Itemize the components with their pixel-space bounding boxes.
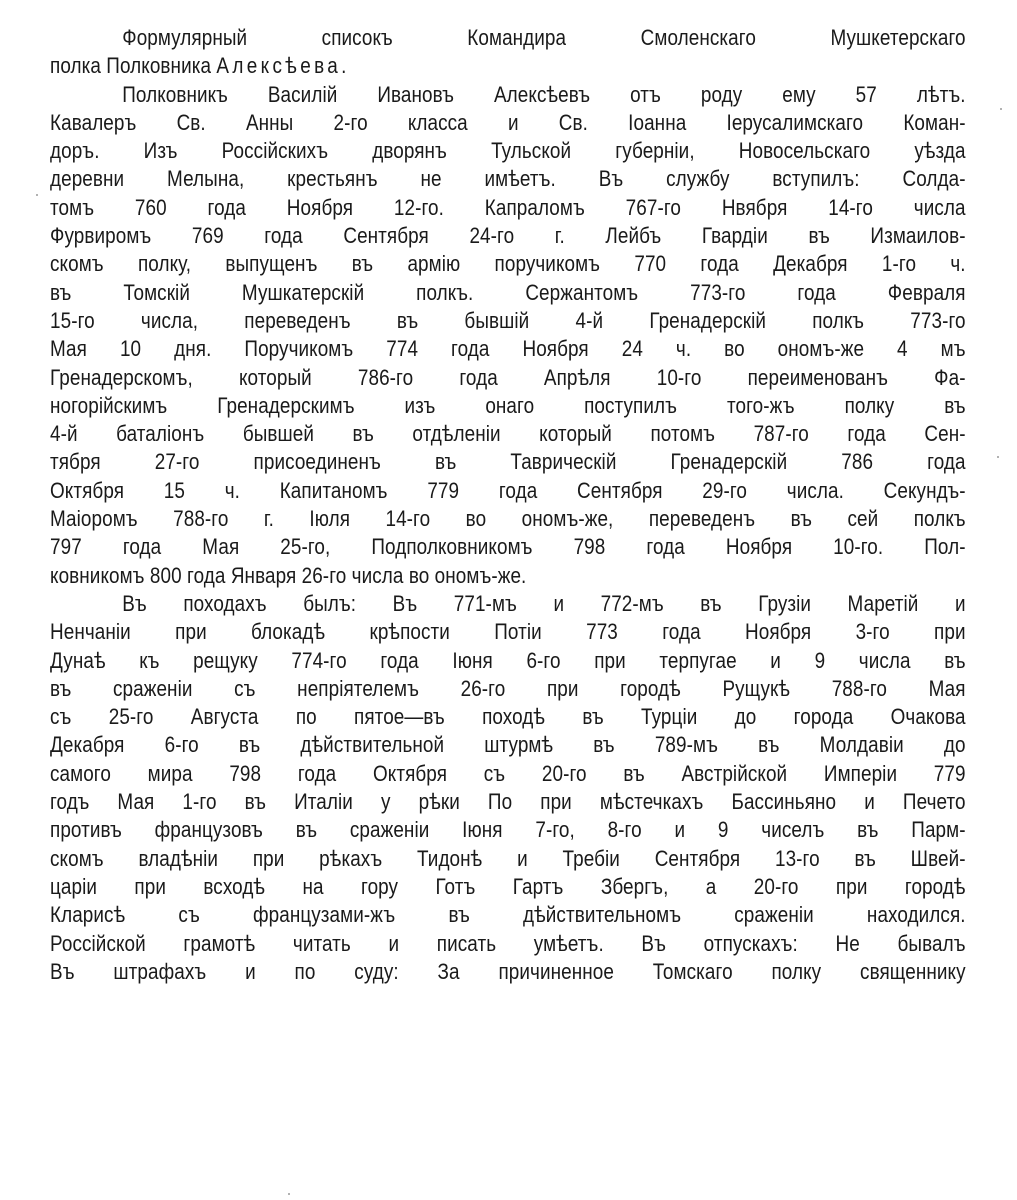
- title-name: Алексѣева.: [216, 53, 350, 79]
- text-line: 15-го числа, переведенъ въ бывшій 4-й Гренадерскій полкъ 773-го: [50, 307, 966, 333]
- text-line: самого мира 798 года Октября съ 20-го въ Австрійской Имперіи 779: [50, 760, 966, 786]
- text-line: Россійской грамотѣ читать и писать умѣетъ. Въ отпускахъ: Не бывалъ: [50, 930, 966, 956]
- text-line: доръ. Изъ Россійскихъ дворянъ Тульской губерніи, Новосельскаго уѣзда: [50, 138, 966, 164]
- text-line: Кларисѣ съ французами-жъ въ дѣйствительномъ сраженіи находился.: [50, 902, 966, 928]
- scan-speck: [1000, 108, 1002, 110]
- text-line: Полковникъ Василій Ивановъ Алексѣевъ отъ роду ему 57 лѣтъ.: [122, 81, 966, 107]
- paragraph-service-record: [50, 81, 966, 590]
- text-line: Гренадерскомъ, который 786-го года Апрѣля 10-го переименованъ Фа-: [50, 364, 966, 390]
- scan-speck: [997, 456, 999, 458]
- text-line: годъ Мая 1-го въ Италіи у рѣки По при мѣстечкахъ Бассиньяно и Печето: [50, 789, 966, 815]
- text-line: Маіоромъ 788-го г. Іюля 14-го во ономъ-же, переведенъ въ сей полкъ: [50, 506, 966, 532]
- text-line: въ сраженіи съ непріятелемъ 26-го при городѣ Рущукѣ 788-го Мая: [50, 675, 966, 701]
- text-line: противъ французовъ въ сраженіи Іюня 7-го, 8-го и 9 чиселъ въ Парм-: [50, 817, 966, 843]
- text-line: Кавалеръ Св. Анны 2-го класса и Св. Іоанна Іерусалимскаго Коман-: [50, 109, 966, 135]
- text-line: Октября 15 ч. Капитаномъ 779 года Сентября 29-го числа. Секундъ-: [50, 477, 966, 503]
- scan-speck: [36, 194, 38, 196]
- text-line: скомъ полку, выпущенъ въ армію поручикомъ 770 года Декабря 1-го ч.: [50, 251, 966, 277]
- text-line: 797 года Мая 25-го, Подполковникомъ 798 года Ноября 10-го. Пол-: [50, 534, 966, 560]
- document-title: [50, 24, 966, 81]
- text-line: деревни Мелына, крестьянъ не имѣетъ. Въ службу вступилъ: Солда-: [50, 166, 966, 192]
- text-line: томъ 760 года Ноября 12-го. Капраломъ 767-го Нвября 14-го числа: [50, 194, 966, 220]
- paragraph-campaigns: [50, 590, 966, 986]
- text-line: Дунаѣ къ рещуку 774-го года Іюня 6-го при терпугае и 9 числа въ: [50, 647, 966, 673]
- document-page: [50, 24, 966, 986]
- scan-speck: [288, 1193, 290, 1195]
- text-line: Въ походахъ былъ: Въ 771-мъ и 772-мъ въ Грузіи Маретій и: [122, 590, 966, 616]
- text-line: скомъ владѣніи при рѣкахъ Тидонѣ и Требіи Сентября 13-го въ Швей-: [50, 845, 966, 871]
- text-line: 4-й баталіонъ бывшей въ отдѣленіи который потомъ 787-го года Сен-: [50, 421, 966, 447]
- text-line: тября 27-го присоединенъ въ Таврическій Гренадерскій 786 года: [50, 449, 966, 475]
- text-line: Фурвиромъ 769 года Сентября 24-го г. Лейбъ Гвардіи въ Измаилов-: [50, 223, 966, 249]
- text-line: Мая 10 дня. Поручикомъ 774 года Ноября 24 ч. во ономъ-же 4 мъ: [50, 336, 966, 362]
- text-line: царіи при всходѣ на гору Готъ Гартъ Збергъ, а 20-го при городѣ: [50, 873, 966, 899]
- title-line-2-prefix: полка Полковника: [50, 53, 217, 79]
- text-line: съ 25-го Августа по пятое—въ походѣ въ Турціи до города Очакова: [50, 704, 966, 730]
- text-line: Ненчаніи при блокадѣ крѣпости Потіи 773 года Ноября 3-го при: [50, 619, 966, 645]
- text-line: ногорійскимъ Гренадерскимъ изъ онаго поступилъ того-жъ полку въ: [50, 392, 966, 418]
- title-line-2: [50, 52, 966, 80]
- text-line: Въ штрафахъ и по суду: За причиненное Томскаго полку священнику: [50, 958, 966, 984]
- title-line-1: Формулярный списокъ Командира Смоленскаго Мушкетерскаго: [122, 25, 966, 50]
- text-line: въ Томскій Мушкатерскій полкъ. Сержантомъ 773-го года Февраля: [50, 279, 966, 305]
- text-line: Декабря 6-го въ дѣйствительной штурмѣ въ 789-мъ въ Молдавіи до: [50, 732, 966, 758]
- text-line: ковникомъ 800 года Января 26-го числа во ономъ-же.: [50, 562, 527, 588]
